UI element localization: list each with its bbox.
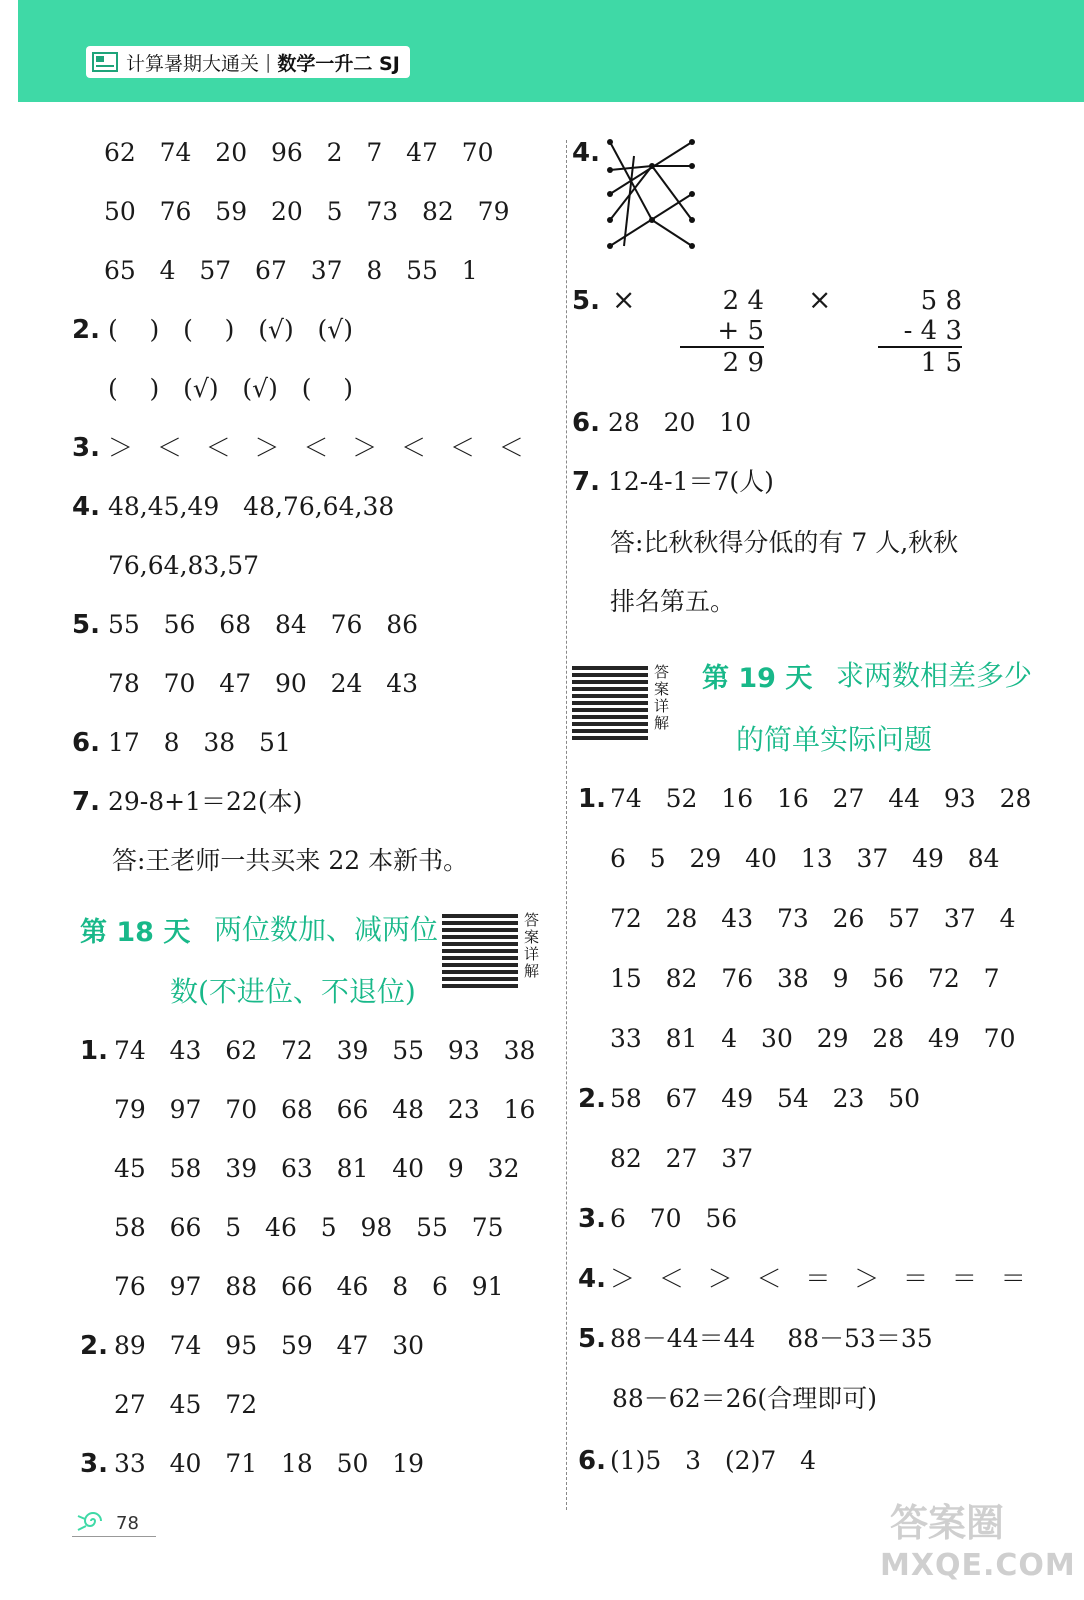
section-title-day18: 第 18 天 xyxy=(80,917,191,948)
watermark-url: MXQE.COM xyxy=(880,1548,1076,1583)
calc-result: 2 9 xyxy=(722,348,764,378)
answer-row: 17 8 38 51 xyxy=(108,728,291,757)
vertical-calculation xyxy=(680,286,764,378)
answer-sentence: 排名第五。 xyxy=(610,587,736,616)
book-icon xyxy=(92,52,118,72)
answer-row: 78 70 47 90 24 43 xyxy=(108,669,419,698)
question-number: 7. xyxy=(72,787,100,817)
question-number: 1. xyxy=(578,784,606,814)
answer-expression: 12-4-1＝7(人) xyxy=(608,467,774,496)
header-banner xyxy=(18,0,1084,102)
question-number: 3. xyxy=(72,433,100,463)
question-number: 3. xyxy=(80,1449,108,1479)
calc-operand: - 4 3 xyxy=(878,316,962,348)
answer-row: (1)5 3 (2)7 4 xyxy=(610,1446,816,1475)
book-title-tab xyxy=(86,46,410,78)
answer-expression: 88－44＝44 88－53＝35 xyxy=(610,1324,933,1353)
header-subtitle: 数学一升二 SJ xyxy=(277,52,400,75)
question-number: 4. xyxy=(72,492,100,522)
answer-row: 79 97 70 68 66 48 23 16 xyxy=(114,1095,536,1124)
answer-row: 6 70 56 xyxy=(610,1204,738,1233)
answer-row: ( ) (√) (√) ( ) xyxy=(108,374,353,403)
calc-operand: 5 8 xyxy=(920,286,962,316)
header-separator: | xyxy=(265,51,272,73)
answer-row: 50 76 59 20 5 73 82 79 xyxy=(104,197,510,226)
answer-row: 65 4 57 67 37 8 55 1 xyxy=(104,256,478,285)
answer-row: 58 66 5 46 5 98 55 75 xyxy=(114,1213,504,1242)
answer-row: ＞ ＜ ＞ ＜ ＝ ＞ ＝ ＝ ＝ xyxy=(610,1264,1026,1293)
answer-row: 48,45,49 48,76,64,38 xyxy=(108,492,395,521)
answer-row: 58 67 49 54 23 50 xyxy=(610,1084,921,1113)
calc-operand: + 5 xyxy=(680,316,764,348)
answer-row: ( ) ( ) (√) (√) xyxy=(108,315,353,344)
question-number: 2. xyxy=(578,1084,606,1114)
question-number: 4. xyxy=(572,138,600,168)
answer-row: 62 74 20 96 2 7 47 70 xyxy=(104,138,494,167)
header-title: 计算暑期大通关 xyxy=(126,52,260,75)
question-number: 6. xyxy=(578,1446,606,1476)
answer-row: 72 28 43 73 26 57 37 4 xyxy=(610,904,1016,933)
answer-row: 55 56 68 84 76 86 xyxy=(108,610,419,639)
question-number: 5. xyxy=(578,1324,606,1354)
question-number: 5. xyxy=(572,286,600,316)
answer-row: 89 74 95 59 47 30 xyxy=(114,1331,425,1360)
calc-result: 1 5 xyxy=(920,348,962,378)
calc-operand: 2 4 xyxy=(722,286,764,316)
section-subtitle: 求两数相差多少 xyxy=(836,659,1033,692)
qr-label: 答案详解 xyxy=(654,663,670,732)
cross-mark: × xyxy=(808,283,832,316)
qr-code[interactable] xyxy=(442,912,518,988)
swirl-icon xyxy=(76,1506,110,1540)
page-number: 78 xyxy=(116,1513,139,1534)
qr-code[interactable] xyxy=(572,664,648,740)
answer-row: 76 97 88 66 46 8 6 91 xyxy=(114,1272,504,1301)
answer-row: 82 27 37 xyxy=(610,1144,754,1173)
question-number: 5. xyxy=(72,610,100,640)
question-number: 6. xyxy=(72,728,100,758)
question-number: 3. xyxy=(578,1204,606,1234)
question-number: 1. xyxy=(80,1036,108,1066)
answer-row: 33 40 71 18 50 19 xyxy=(114,1449,425,1478)
section-subtitle: 的简单实际问题 xyxy=(736,723,933,756)
question-number: 6. xyxy=(572,408,600,438)
section-title-day19: 第 19 天 xyxy=(702,663,813,694)
section-subtitle: 两位数加、减两位 xyxy=(214,913,439,946)
answer-row: 45 58 39 63 81 40 9 32 xyxy=(114,1154,520,1183)
answer-row: 74 43 62 72 39 55 93 38 xyxy=(114,1036,536,1065)
question-number: 7. xyxy=(572,467,600,497)
watermark-logo: 答案圈 xyxy=(890,1501,1005,1545)
column-divider xyxy=(566,140,567,1510)
answer-row: 15 82 76 38 9 56 72 7 xyxy=(610,964,1000,993)
answer-row: 74 52 16 16 27 44 93 28 xyxy=(610,784,1032,813)
cross-mark: × xyxy=(612,283,636,316)
answer-row: 27 45 72 xyxy=(114,1390,258,1419)
section-subtitle: 数(不进位、不退位) xyxy=(170,975,416,1008)
answer-sentence: 答:比秋秋得分低的有 7 人,秋秋 xyxy=(610,528,959,557)
footer-rule xyxy=(72,1536,156,1537)
question-number: 2. xyxy=(80,1331,108,1361)
answer-row: 76,64,83,57 xyxy=(108,551,260,580)
question-number: 4. xyxy=(578,1264,606,1294)
question-number: 2. xyxy=(72,315,100,345)
answer-row: 6 5 29 40 13 37 49 84 xyxy=(610,844,1000,873)
answer-sentence: 答:王老师一共买来 22 本新书。 xyxy=(112,846,469,875)
answer-expression: 88－62＝26(合理即可) xyxy=(612,1384,877,1413)
vertical-calculation xyxy=(878,286,962,378)
qr-label: 答案详解 xyxy=(524,911,540,980)
answer-expression: 29-8+1＝22(本) xyxy=(108,787,303,816)
answer-row: 28 20 10 xyxy=(608,408,752,437)
matching-lines-diagram xyxy=(604,136,700,256)
answer-row: ＞ ＜ ＜ ＞ ＜ ＞ ＜ ＜ ＜ xyxy=(108,433,524,462)
answer-row: 33 81 4 30 29 28 49 70 xyxy=(610,1024,1016,1053)
